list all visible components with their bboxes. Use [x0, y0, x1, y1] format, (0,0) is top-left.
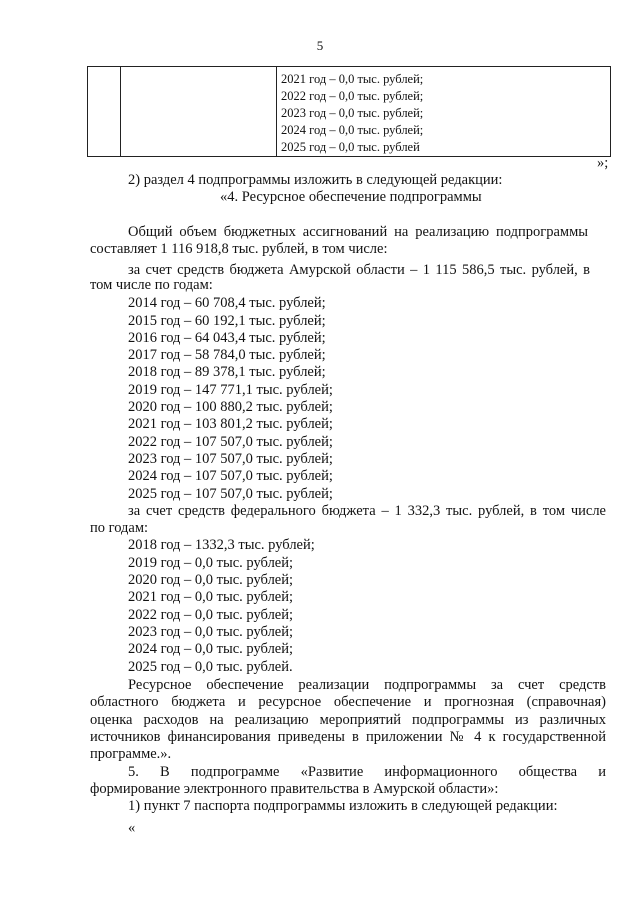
page-number: 5 [316, 38, 324, 53]
list-item: 2024 год – 0,0 тыс. рублей; [128, 641, 294, 657]
resource-paragraph-line: оценка расходов на реализацию мероприятий подпрограммы из различных [90, 712, 606, 728]
list-item: 2019 год – 0,0 тыс. рублей; [128, 555, 294, 571]
list-item: 2018 год – 89 378,1 тыс. рублей; [128, 364, 326, 380]
regional-budget-line: том числе по годам: [90, 277, 213, 293]
resource-paragraph-line: программе.». [90, 746, 172, 762]
section-title: «4. Ресурсное обеспечение подпрограммы [220, 189, 482, 205]
list-item: 2018 год – 1332,3 тыс. рублей; [128, 537, 315, 553]
intro-paragraph-line: Общий объем бюджетных ассигнований на реализацию подпрограммы [128, 224, 588, 240]
table-year-line: 2021 год – 0,0 тыс. рублей; [281, 72, 424, 86]
federal-budget-line: за счет средств федерального бюджета – 1 332,3 тыс. рублей, в том числе [128, 503, 606, 519]
list-item: 2022 год – 0,0 тыс. рублей; [128, 607, 294, 623]
list-item: 2014 год – 60 708,4 тыс. рублей; [128, 295, 326, 311]
list-item: 2020 год – 100 880,2 тыс. рублей; [128, 399, 333, 415]
list-item: 2015 год – 60 192,1 тыс. рублей; [128, 313, 326, 329]
list-item: 2020 год – 0,0 тыс. рублей; [128, 572, 294, 588]
table-cell-values [277, 67, 611, 157]
resource-paragraph-line: областного бюджета и ресурсное обеспечение и прогнозная (справочная) [90, 694, 606, 710]
list-item: 2024 год – 107 507,0 тыс. рублей; [128, 468, 333, 484]
table-row [88, 67, 611, 157]
list-item: 2025 год – 107 507,0 тыс. рублей; [128, 486, 333, 502]
regional-budget-line: за счет средств бюджета Амурской области – 1 115 586,5 тыс. рублей, в [128, 262, 590, 278]
federal-budget-line: по годам: [90, 520, 149, 536]
intro-paragraph-line: составляет 1 116 918,8 тыс. рублей, в том числе: [90, 241, 388, 257]
list-item: 2017 год – 58 784,0 тыс. рублей; [128, 347, 326, 363]
list-item: 2021 год – 0,0 тыс. рублей; [128, 589, 294, 605]
list-item: 2023 год – 107 507,0 тыс. рублей; [128, 451, 333, 467]
list-item: 2022 год – 107 507,0 тыс. рублей; [128, 434, 333, 450]
item-5-subitem: 1) пункт 7 паспорта подпрограммы изложить в следующей редакции: [128, 798, 558, 814]
list-item: 2016 год – 64 043,4 тыс. рублей; [128, 330, 326, 346]
table-cell-number [88, 67, 121, 157]
item-2-text: 2) раздел 4 подпрограммы изложить в следующей редакции: [128, 172, 503, 188]
closing-quote: »; [597, 155, 609, 171]
list-item: 2019 год – 147 771,1 тыс. рублей; [128, 382, 333, 398]
table-year-line: 2022 год – 0,0 тыс. рублей; [281, 89, 424, 103]
resource-paragraph-line: Ресурсное обеспечение реализации подпрограммы за счет средств [128, 677, 606, 693]
resource-paragraph-line: источников финансирования приведены в приложении № 4 к государственной [90, 729, 606, 745]
list-item: 2025 год – 0,0 тыс. рублей. [128, 659, 293, 675]
list-item: 2021 год – 103 801,2 тыс. рублей; [128, 416, 333, 432]
list-item: 2023 год – 0,0 тыс. рублей; [128, 624, 294, 640]
table-year-line: 2023 год – 0,0 тыс. рублей; [281, 106, 424, 120]
opening-quote: « [128, 820, 136, 836]
item-5-line: формирование электронного правительства в Амурской области»: [90, 781, 499, 797]
table-year-line: 2025 год – 0,0 тыс. рублей [281, 140, 420, 154]
table-cell-name [121, 67, 277, 157]
passport-table-fragment [87, 66, 611, 157]
table-year-line: 2024 год – 0,0 тыс. рублей; [281, 123, 424, 137]
item-5-line: 5. В подпрограмме «Развитие информационного общества и [128, 764, 606, 780]
